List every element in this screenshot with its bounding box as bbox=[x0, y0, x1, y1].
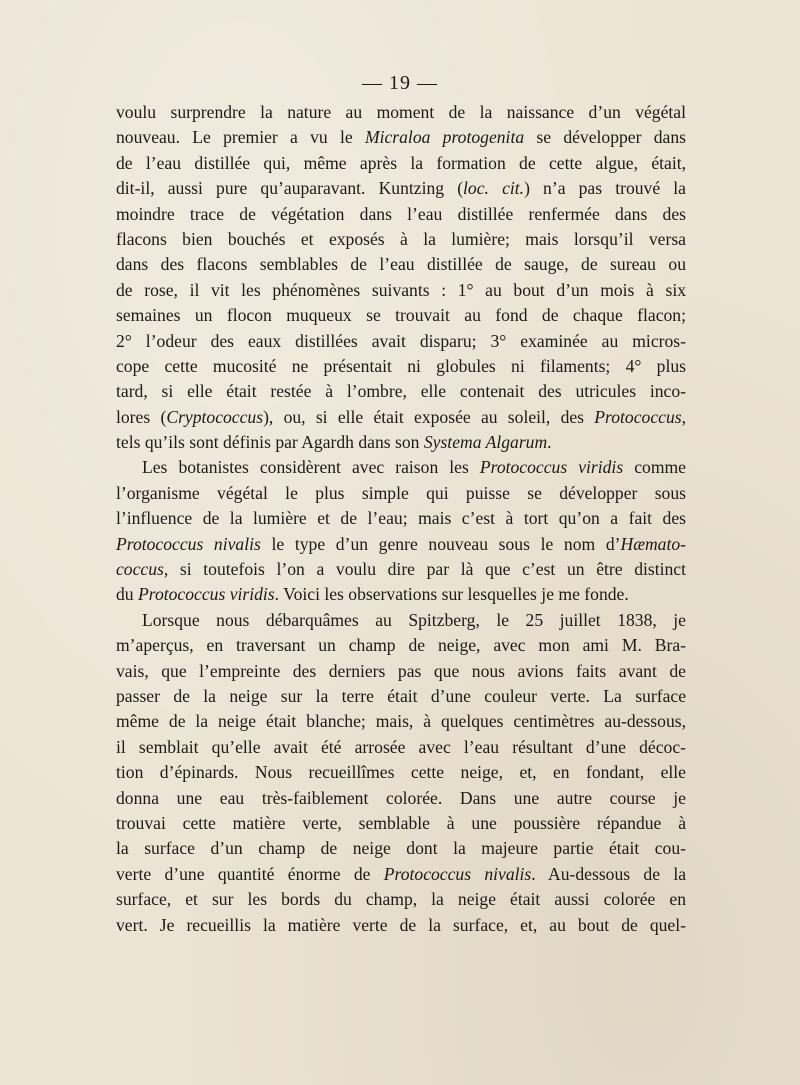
text-line: moindre trace de végétation dans l’eau distillée renfermée dans des bbox=[116, 203, 686, 224]
text-line: vais, que l’empreinte des derniers pas que nous avions faits avant de bbox=[116, 660, 686, 681]
text-line: passer de la neige sur la terre était d’une couleur verte. La surface bbox=[116, 685, 686, 706]
text-line: verte d’une quantité énorme de Protococcus nivalis. Au-dessous de la bbox=[116, 863, 687, 884]
text-line: même de la neige était blanche; mais, à quelques centimètres au-dessous, bbox=[116, 711, 686, 732]
text-line: lores (Cryptococcus), ou, si elle était exposée au soleil, des Protococcus, bbox=[116, 406, 686, 427]
text-line: l’influence de la lumière et de l’eau; mais c’est à tort qu’on a fait des bbox=[116, 508, 686, 529]
text-line: semaines un flocon muqueux se trouvait au fond de chaque flacon; bbox=[116, 305, 686, 326]
text-line: vert. Je recueillis la matière verte de la surface, et, au bout de quel- bbox=[116, 914, 686, 935]
text-line: m’aperçus, en traversant un champ de neige, avec mon ami M. Bra- bbox=[116, 635, 686, 656]
text-line: Lorsque nous débarquâmes au Spitzberg, le 25 juillet 1838, je bbox=[142, 609, 686, 630]
text-line: tard, si elle était restée à l’ombre, elle contenait des utricules inco- bbox=[116, 381, 686, 402]
text-line: voulu surprendre la nature au moment de la naissance d’un végétal bbox=[116, 102, 686, 122]
body-text bbox=[116, 100, 686, 938]
text-line: Les botanistes considèrent avec raison les Protococcus viridis comme bbox=[142, 457, 686, 478]
text-line: donna une eau très-faiblement colorée. Dans une autre course je bbox=[116, 787, 686, 808]
text-line: tels qu’ils sont définis par Agardh dans son Systema Algarum. bbox=[116, 432, 552, 453]
text-line: dit-il, aussi pure qu’auparavant. Kuntzing (loc. cit.) n’a pas trouvé la bbox=[116, 178, 686, 199]
text-line: il semblait qu’elle avait été arrosée avec l’eau résultant d’une décoc- bbox=[116, 736, 686, 757]
text-line: coccus, si toutefois l’on a voulu dire par là que c’est un être distinct bbox=[116, 559, 686, 580]
text-line: trouvai cette matière verte, semblable à une poussière répandue à bbox=[116, 812, 686, 833]
text-line: de rose, il vit les phénomènes suivants : 1° au bout d’un mois à six bbox=[116, 279, 686, 300]
page-number: — 19 — bbox=[362, 72, 438, 94]
text-line: l’organisme végétal le plus simple qui puisse se développer sous bbox=[116, 482, 686, 503]
text-line: du Protococcus viridis. Voici les observations sur lesquelles je me fonde. bbox=[116, 584, 629, 605]
text-line: dans des flacons semblables de l’eau distillée de sauge, de sureau ou bbox=[116, 254, 686, 275]
text-line: Protococcus nivalis le type d’un genre nouveau sous le nom d’Hæmato- bbox=[116, 533, 686, 554]
text-line: surface, et sur les bords du champ, la neige était aussi colorée en bbox=[116, 889, 686, 910]
text-line: 2° l’odeur des eaux distillées avait disparu; 3° examinée au micros- bbox=[116, 330, 686, 351]
text-line: la surface d’un champ de neige dont la majeure partie était cou- bbox=[116, 838, 686, 859]
text-line: de l’eau distillée qui, même après la formation de cette algue, était, bbox=[116, 152, 686, 173]
text-line: flacons bien bouchés et exposés à la lumière; mais lorsqu’il versa bbox=[116, 228, 686, 249]
text-line: cope cette mucosité ne présentait ni globules ni filaments; 4° plus bbox=[116, 355, 686, 376]
text-line: nouveau. Le premier a vu le Micraloa protogenita se développer dans bbox=[116, 127, 686, 148]
text-line: tion d’épinards. Nous recueillîmes cette neige, et, en fondant, elle bbox=[116, 762, 686, 783]
